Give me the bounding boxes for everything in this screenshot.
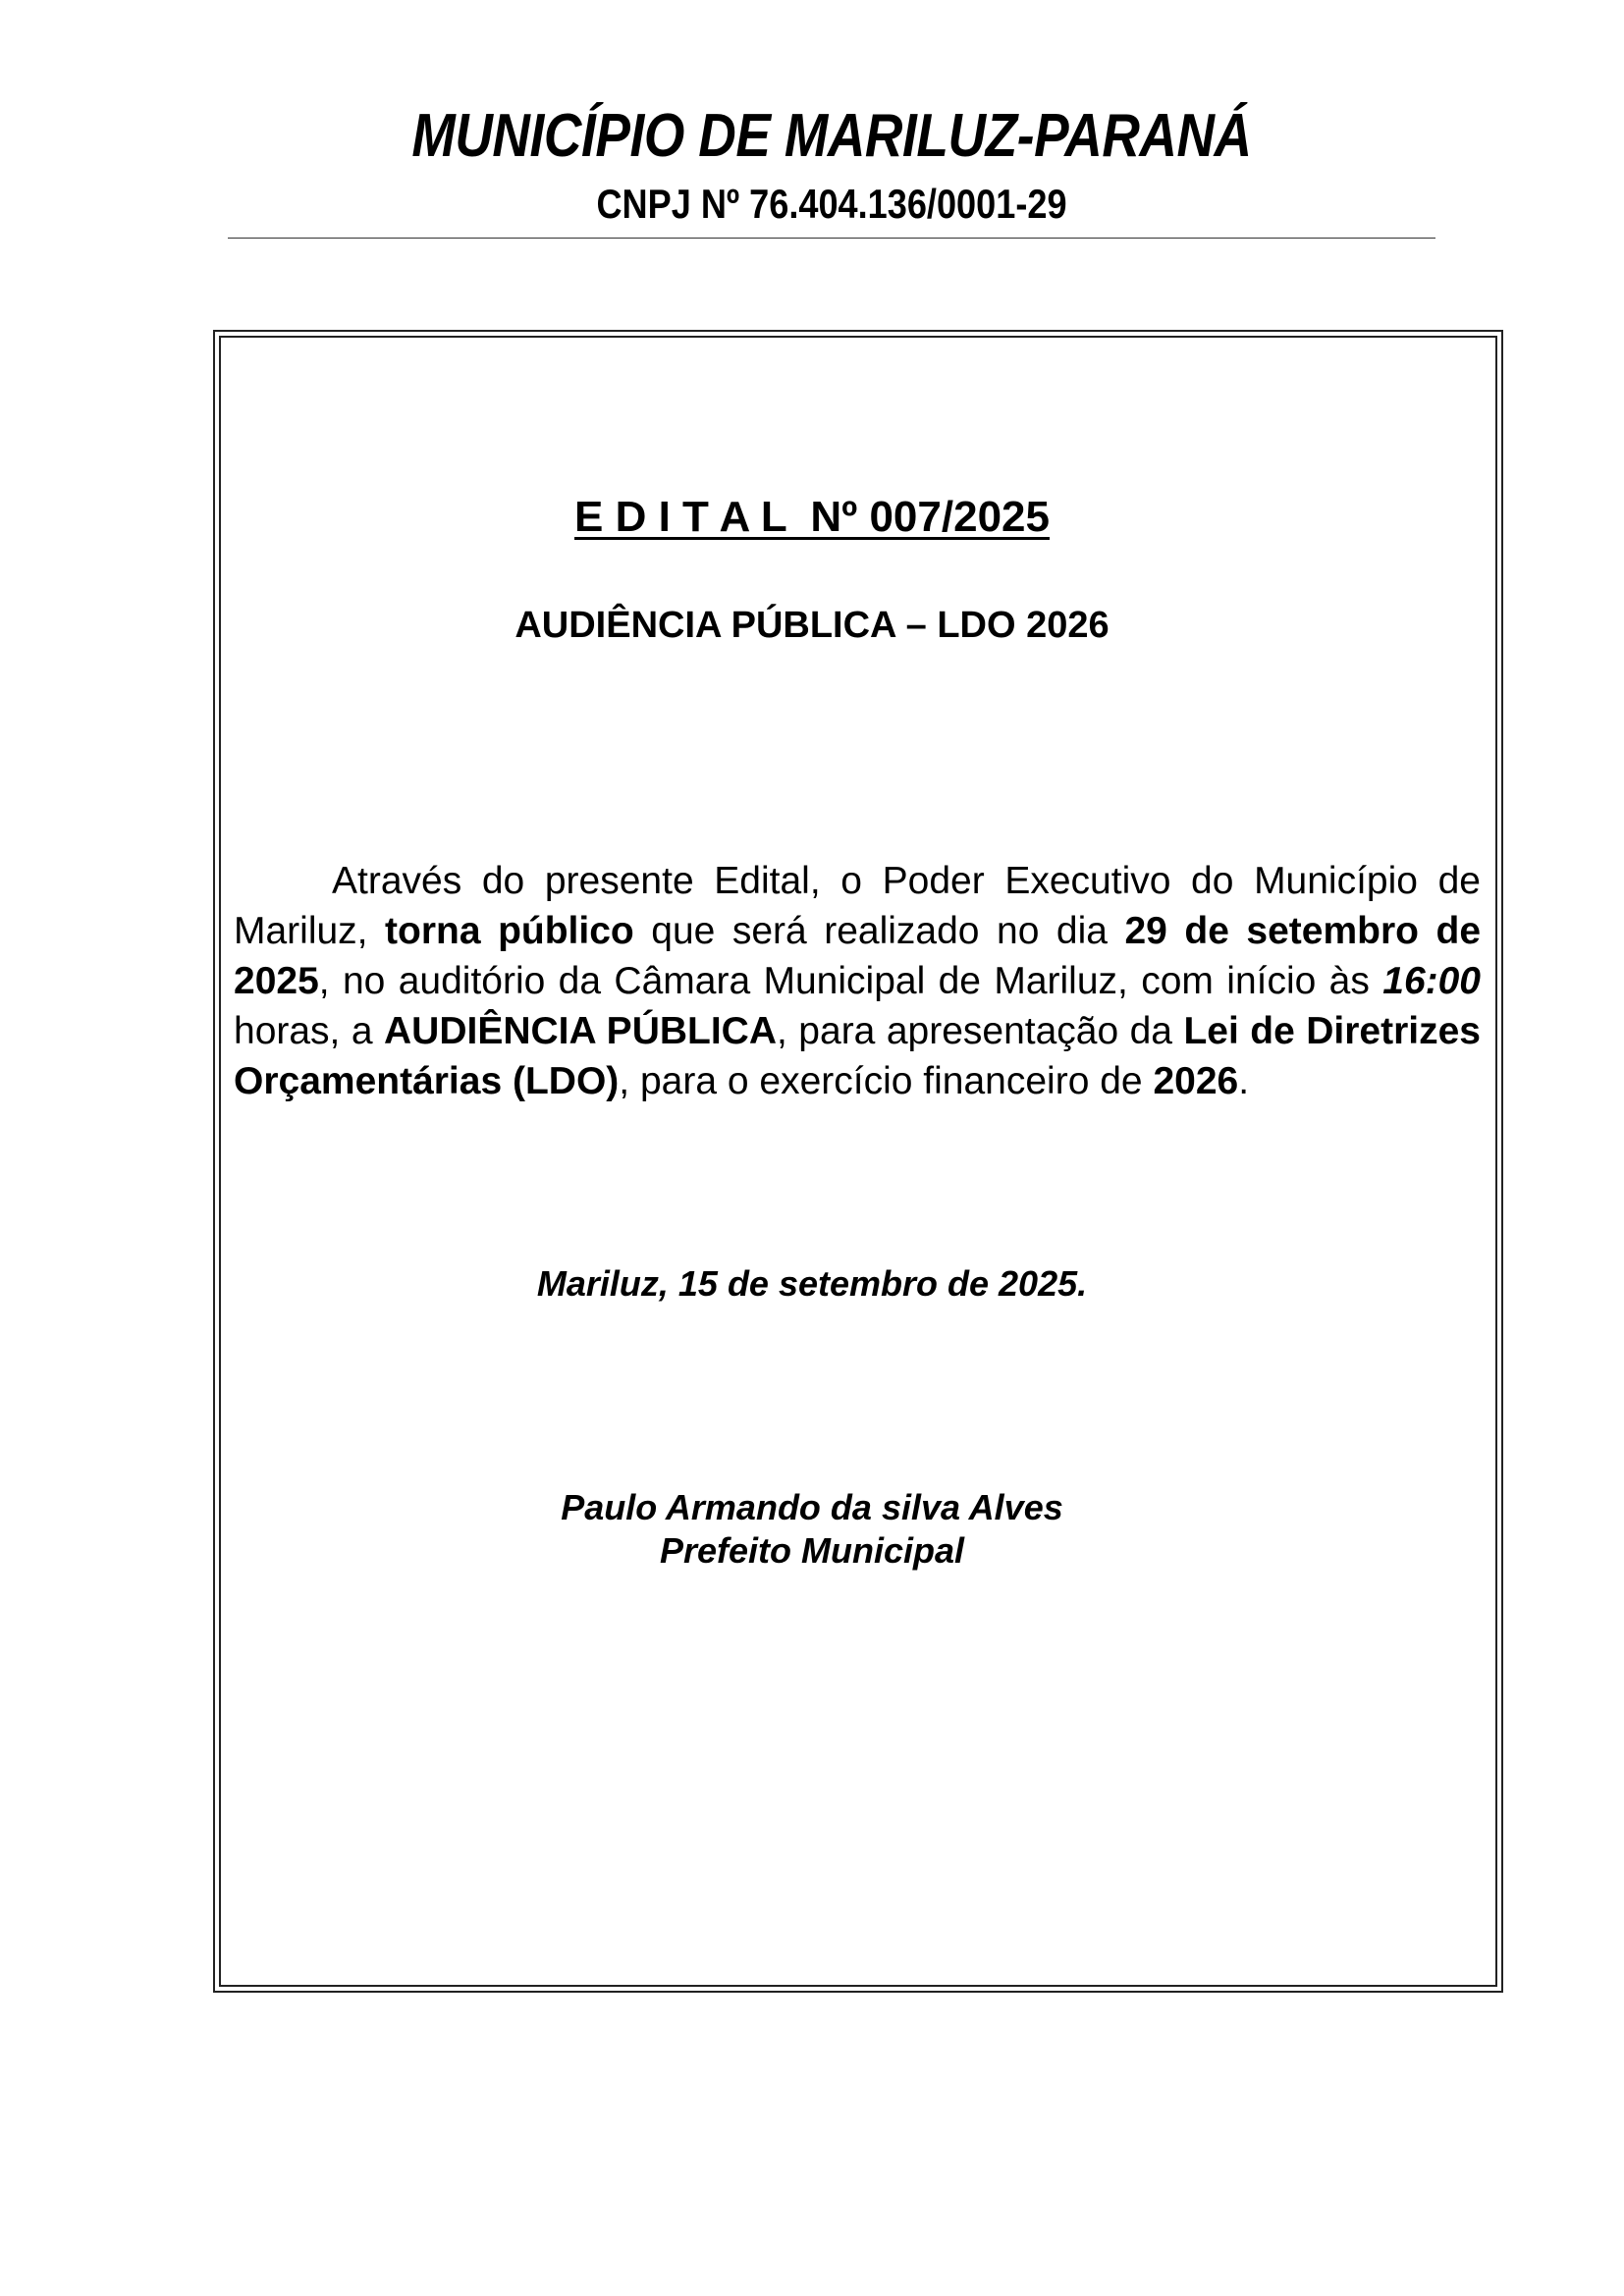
document-header — [228, 98, 1435, 230]
body-bold-year: 2026 — [1153, 1060, 1239, 1102]
body-text-segment: . — [1238, 1060, 1250, 1102]
body-text-segment: , no auditório da Câmara Municipal de Mariluz, com início às — [318, 960, 1383, 1002]
place-date-line: Mariluz, 15 de setembro de 2025. — [536, 1263, 1088, 1304]
document-frame — [213, 330, 1503, 1993]
edital-title: E D I T A L Nº 007/2025 — [574, 493, 1050, 541]
body-text-segment: , para o exercício financeiro de — [619, 1060, 1154, 1102]
body-bold-torna-publico: torna público — [385, 910, 634, 952]
body-text-segment: , para apresentação da — [777, 1010, 1184, 1052]
body-text-segment: Através do presente Edital, o Poder Executivo do Município de Mariluz, — [234, 860, 1481, 952]
document-frame-inner — [219, 336, 1497, 1987]
body-bold-audiencia: AUDIÊNCIA PÚBLICA — [384, 1010, 778, 1052]
signatory-name: Paulo Armando da silva Alves — [561, 1487, 1063, 1527]
body-bold-ldo: Lei de Diretrizes Orçamentárias (LDO) — [234, 1010, 1481, 1102]
body-text-segment: que será realizado no dia — [633, 910, 1125, 952]
signatory-role: Prefeito Municipal — [659, 1530, 965, 1571]
edital-subtitle: AUDIÊNCIA PÚBLICA – LDO 2026 — [514, 605, 1110, 646]
body-bold-event-date: 29 de setembro de 2025 — [234, 910, 1482, 1002]
cnpj-number: CNPJ Nº 76.404.136/0001-29 — [596, 181, 1067, 227]
header-divider — [228, 238, 1435, 239]
municipality-title: MUNICÍPIO DE MARILUZ-PARANÁ — [411, 102, 1252, 170]
body-event-time: 16:00 — [1382, 960, 1481, 1002]
edital-body-paragraph — [234, 856, 1481, 1106]
body-text-segment: horas, a — [234, 1010, 384, 1052]
